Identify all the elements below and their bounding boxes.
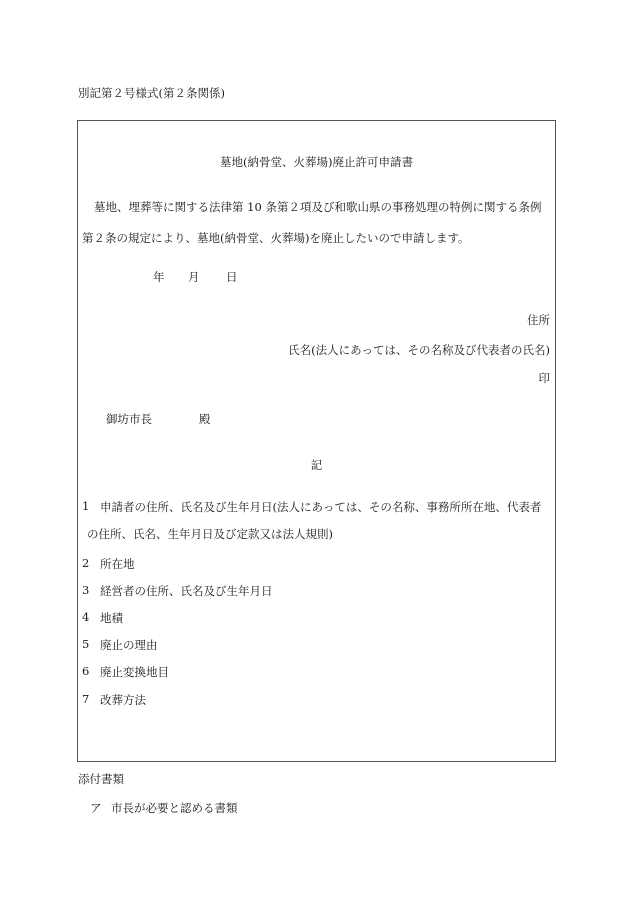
attachments-heading: 添付書類 <box>78 772 124 786</box>
item-number: 4 <box>82 610 90 624</box>
date-year-label: 年 <box>153 270 165 284</box>
applicant-address-label: 住所 <box>527 313 550 327</box>
item-number: 7 <box>82 692 90 706</box>
addressee-name: 御坊市長 <box>106 412 152 426</box>
item-text: 改葬方法 <box>100 693 146 707</box>
item-number: 3 <box>82 583 90 597</box>
seal-label: 印 <box>538 371 550 385</box>
addressee-honorific: 殿 <box>199 412 211 426</box>
item-text: 経営者の住所、氏名及び生年月日 <box>100 584 273 598</box>
ki-heading: 記 <box>310 458 323 472</box>
applicant-name-label: 氏名(法人にあっては、その名称及び代表者の氏名) <box>288 343 550 357</box>
item-number: 5 <box>82 637 90 651</box>
item-text: 廃止変換地目 <box>100 665 169 679</box>
attachment-item-text: 市長が必要と認める書類 <box>111 801 238 815</box>
date-month-label: 月 <box>188 270 200 284</box>
intro-text-line-1: 墓地、埋葬等に関する法律第 10 条第２項及び和歌山県の事務処理の特例に関する条例 <box>94 200 542 214</box>
item-number: 1 <box>82 499 90 513</box>
date-day-label: 日 <box>226 270 238 284</box>
attachment-marker: ア <box>90 801 102 815</box>
form-title: 墓地(納骨堂、火葬場)廃止許可申請書 <box>220 155 413 169</box>
item-text: 廃止の理由 <box>100 638 158 652</box>
item-text: 申請者の住所、氏名及び生年月日(法人にあっては、その名称、事務所所在地、代表者 <box>100 500 542 514</box>
intro-text-line-2: 第２条の規定により、墓地(納骨堂、火葬場)を廃止したいので申請します。 <box>82 231 470 245</box>
form-label: 別記第２号様式(第２条関係) <box>78 86 225 100</box>
item-text: 地積 <box>100 611 123 625</box>
item-text-continuation: の住所、氏名、生年月日及び定款又は法人規則) <box>87 527 333 541</box>
item-text: 所在地 <box>100 557 135 571</box>
item-number: 6 <box>82 664 90 678</box>
item-number: 2 <box>82 556 90 570</box>
